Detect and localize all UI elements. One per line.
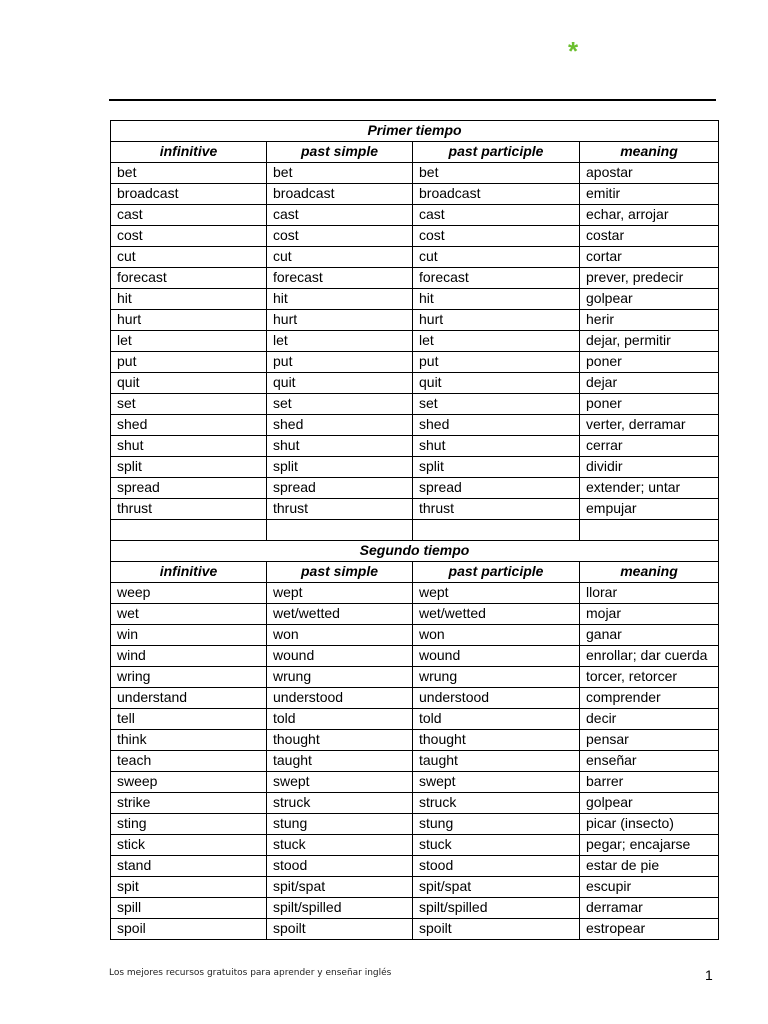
table-cell: spoilt bbox=[267, 919, 413, 940]
table-row bbox=[111, 688, 719, 709]
table-cell: hit bbox=[111, 289, 267, 310]
table-cell: stung bbox=[267, 814, 413, 835]
table-cell: wet/wetted bbox=[267, 604, 413, 625]
column-header: past simple bbox=[267, 142, 413, 163]
table-cell: golpear bbox=[580, 793, 719, 814]
table-cell: spit/spat bbox=[267, 877, 413, 898]
table-cell: hurt bbox=[111, 310, 267, 331]
section-title-row bbox=[111, 121, 719, 142]
table-cell: bet bbox=[413, 163, 580, 184]
table-cell: llorar bbox=[580, 583, 719, 604]
table-cell: won bbox=[413, 625, 580, 646]
table-row bbox=[111, 583, 719, 604]
empty-cell bbox=[413, 520, 580, 541]
table-row bbox=[111, 898, 719, 919]
table-cell: stood bbox=[267, 856, 413, 877]
table-cell: thought bbox=[267, 730, 413, 751]
table-cell: think bbox=[111, 730, 267, 751]
table-cell: forecast bbox=[267, 268, 413, 289]
table-cell: shut bbox=[413, 436, 580, 457]
table-cell: thrust bbox=[413, 499, 580, 520]
column-header: meaning bbox=[580, 562, 719, 583]
table-cell: struck bbox=[413, 793, 580, 814]
empty-cell bbox=[267, 520, 413, 541]
table-cell: shed bbox=[111, 415, 267, 436]
table-cell: emitir bbox=[580, 184, 719, 205]
table-cell: cortar bbox=[580, 247, 719, 268]
footer-text: Los mejores recursos gratuitos para aprender y enseñar inglés bbox=[109, 968, 392, 978]
table-row bbox=[111, 604, 719, 625]
table-cell: quit bbox=[267, 373, 413, 394]
table-cell: broadcast bbox=[413, 184, 580, 205]
verb-table-body bbox=[111, 121, 719, 940]
table-cell: empujar bbox=[580, 499, 719, 520]
table-cell: enseñar bbox=[580, 751, 719, 772]
section-title: Segundo tiempo bbox=[111, 541, 719, 562]
table-cell: put bbox=[111, 352, 267, 373]
column-header-row bbox=[111, 562, 719, 583]
table-cell: picar (insecto) bbox=[580, 814, 719, 835]
table-cell: split bbox=[267, 457, 413, 478]
table-cell: barrer bbox=[580, 772, 719, 793]
table-cell: hit bbox=[413, 289, 580, 310]
table-cell: tell bbox=[111, 709, 267, 730]
table-cell: shed bbox=[267, 415, 413, 436]
irregular-verbs-table bbox=[110, 120, 719, 940]
table-cell: set bbox=[413, 394, 580, 415]
table-row bbox=[111, 247, 719, 268]
table-cell: hurt bbox=[413, 310, 580, 331]
table-cell: spilt/spilled bbox=[267, 898, 413, 919]
table-row bbox=[111, 289, 719, 310]
table-cell: thought bbox=[413, 730, 580, 751]
table-cell: set bbox=[111, 394, 267, 415]
table-cell: understand bbox=[111, 688, 267, 709]
table-cell: taught bbox=[267, 751, 413, 772]
table-cell: win bbox=[111, 625, 267, 646]
table-cell: herir bbox=[580, 310, 719, 331]
table-cell: wound bbox=[267, 646, 413, 667]
table-cell: torcer, retorcer bbox=[580, 667, 719, 688]
table-cell: wring bbox=[111, 667, 267, 688]
column-header: infinitive bbox=[111, 142, 267, 163]
table-row bbox=[111, 835, 719, 856]
table-row bbox=[111, 751, 719, 772]
table-row bbox=[111, 667, 719, 688]
table-cell: echar, arrojar bbox=[580, 205, 719, 226]
table-cell: spit bbox=[111, 877, 267, 898]
column-header-row bbox=[111, 142, 719, 163]
table-cell: mojar bbox=[580, 604, 719, 625]
table-cell: spoilt bbox=[413, 919, 580, 940]
table-row bbox=[111, 352, 719, 373]
table-cell: cerrar bbox=[580, 436, 719, 457]
table-cell: spill bbox=[111, 898, 267, 919]
table-cell: split bbox=[111, 457, 267, 478]
table-cell: wet/wetted bbox=[413, 604, 580, 625]
table-cell: shed bbox=[413, 415, 580, 436]
table-cell: hit bbox=[267, 289, 413, 310]
table-cell: put bbox=[267, 352, 413, 373]
table-cell: spread bbox=[111, 478, 267, 499]
table-cell: bet bbox=[267, 163, 413, 184]
table-cell: shut bbox=[267, 436, 413, 457]
table-row bbox=[111, 226, 719, 247]
table-cell: spread bbox=[267, 478, 413, 499]
table-row bbox=[111, 373, 719, 394]
table-cell: spread bbox=[413, 478, 580, 499]
table-cell: poner bbox=[580, 394, 719, 415]
empty-row bbox=[111, 520, 719, 541]
table-cell: wet bbox=[111, 604, 267, 625]
table-cell: stick bbox=[111, 835, 267, 856]
table-cell: costar bbox=[580, 226, 719, 247]
page-number: 1 bbox=[705, 967, 713, 983]
table-cell: stood bbox=[413, 856, 580, 877]
table-cell: swept bbox=[267, 772, 413, 793]
section-title: Primer tiempo bbox=[111, 121, 719, 142]
table-row bbox=[111, 436, 719, 457]
column-header: past participle bbox=[413, 562, 580, 583]
table-cell: cast bbox=[267, 205, 413, 226]
table-cell: told bbox=[413, 709, 580, 730]
decorative-asterisk: * bbox=[568, 36, 579, 66]
table-cell: decir bbox=[580, 709, 719, 730]
table-cell: swept bbox=[413, 772, 580, 793]
table-cell: stuck bbox=[413, 835, 580, 856]
table-cell: cut bbox=[267, 247, 413, 268]
table-cell: escupir bbox=[580, 877, 719, 898]
table-cell: dejar, permitir bbox=[580, 331, 719, 352]
table-row bbox=[111, 394, 719, 415]
table-cell: golpear bbox=[580, 289, 719, 310]
table-cell: won bbox=[267, 625, 413, 646]
table-cell: cast bbox=[413, 205, 580, 226]
table-cell: verter, derramar bbox=[580, 415, 719, 436]
table-row bbox=[111, 856, 719, 877]
table-cell: stand bbox=[111, 856, 267, 877]
table-cell: dejar bbox=[580, 373, 719, 394]
section-title-row bbox=[111, 541, 719, 562]
table-cell: stung bbox=[413, 814, 580, 835]
table-cell: spoil bbox=[111, 919, 267, 940]
table-cell: set bbox=[267, 394, 413, 415]
table-cell: weep bbox=[111, 583, 267, 604]
empty-cell bbox=[111, 520, 267, 541]
table-row bbox=[111, 625, 719, 646]
table-cell: cut bbox=[111, 247, 267, 268]
table-cell: understood bbox=[413, 688, 580, 709]
table-row bbox=[111, 709, 719, 730]
table-row bbox=[111, 646, 719, 667]
table-cell: sting bbox=[111, 814, 267, 835]
header-rule bbox=[109, 99, 716, 101]
table-cell: taught bbox=[413, 751, 580, 772]
table-cell: poner bbox=[580, 352, 719, 373]
table-cell: strike bbox=[111, 793, 267, 814]
table-cell: forecast bbox=[413, 268, 580, 289]
table-cell: thrust bbox=[267, 499, 413, 520]
table-cell: comprender bbox=[580, 688, 719, 709]
table-row bbox=[111, 499, 719, 520]
table-row bbox=[111, 919, 719, 940]
table-cell: wrung bbox=[267, 667, 413, 688]
table-cell: put bbox=[413, 352, 580, 373]
table-row bbox=[111, 730, 719, 751]
table-cell: prever, predecir bbox=[580, 268, 719, 289]
table-cell: forecast bbox=[111, 268, 267, 289]
table-cell: quit bbox=[111, 373, 267, 394]
table-row bbox=[111, 415, 719, 436]
table-cell: spit/spat bbox=[413, 877, 580, 898]
table-row bbox=[111, 772, 719, 793]
table-cell: pegar; encajarse bbox=[580, 835, 719, 856]
table-row bbox=[111, 331, 719, 352]
table-cell: extender; untar bbox=[580, 478, 719, 499]
table-cell: wept bbox=[267, 583, 413, 604]
table-cell: let bbox=[111, 331, 267, 352]
table-cell: wept bbox=[413, 583, 580, 604]
column-header: meaning bbox=[580, 142, 719, 163]
table-cell: derramar bbox=[580, 898, 719, 919]
table-row bbox=[111, 814, 719, 835]
table-row bbox=[111, 793, 719, 814]
table-cell: shut bbox=[111, 436, 267, 457]
table-cell: enrollar; dar cuerda bbox=[580, 646, 719, 667]
table-cell: estar de pie bbox=[580, 856, 719, 877]
table-cell: estropear bbox=[580, 919, 719, 940]
table-row bbox=[111, 163, 719, 184]
table-cell: teach bbox=[111, 751, 267, 772]
table-row bbox=[111, 184, 719, 205]
table-cell: sweep bbox=[111, 772, 267, 793]
table-cell: split bbox=[413, 457, 580, 478]
table-cell: cost bbox=[111, 226, 267, 247]
table-cell: struck bbox=[267, 793, 413, 814]
table-cell: understood bbox=[267, 688, 413, 709]
table-cell: thrust bbox=[111, 499, 267, 520]
column-header: past participle bbox=[413, 142, 580, 163]
table-cell: wrung bbox=[413, 667, 580, 688]
table-row bbox=[111, 457, 719, 478]
table-cell: hurt bbox=[267, 310, 413, 331]
table-cell: stuck bbox=[267, 835, 413, 856]
table-cell: cost bbox=[413, 226, 580, 247]
table-row bbox=[111, 205, 719, 226]
table-cell: bet bbox=[111, 163, 267, 184]
empty-cell bbox=[580, 520, 719, 541]
table-row bbox=[111, 877, 719, 898]
table-cell: let bbox=[267, 331, 413, 352]
table-cell: broadcast bbox=[267, 184, 413, 205]
table-cell: apostar bbox=[580, 163, 719, 184]
column-header: infinitive bbox=[111, 562, 267, 583]
table-row bbox=[111, 310, 719, 331]
table-cell: cost bbox=[267, 226, 413, 247]
table-cell: cut bbox=[413, 247, 580, 268]
table-cell: ganar bbox=[580, 625, 719, 646]
table-cell: let bbox=[413, 331, 580, 352]
table-cell: quit bbox=[413, 373, 580, 394]
table-row bbox=[111, 478, 719, 499]
table-cell: told bbox=[267, 709, 413, 730]
table-cell: pensar bbox=[580, 730, 719, 751]
table-cell: spilt/spilled bbox=[413, 898, 580, 919]
table-cell: broadcast bbox=[111, 184, 267, 205]
table-cell: wind bbox=[111, 646, 267, 667]
table-cell: wound bbox=[413, 646, 580, 667]
column-header: past simple bbox=[267, 562, 413, 583]
table-cell: dividir bbox=[580, 457, 719, 478]
table-row bbox=[111, 268, 719, 289]
table-cell: cast bbox=[111, 205, 267, 226]
